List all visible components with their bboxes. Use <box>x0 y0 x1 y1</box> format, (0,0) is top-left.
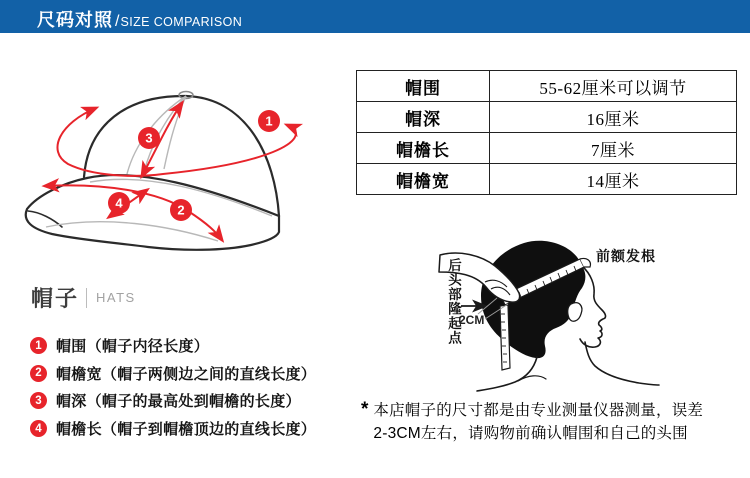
measurement-legend <box>30 332 316 442</box>
section-title-cn: 尺码对照 <box>37 10 113 30</box>
size-label: 帽围 <box>357 71 490 102</box>
size-table-row <box>357 102 737 133</box>
legend-item <box>30 387 316 415</box>
size-label: 帽深 <box>357 102 490 133</box>
size-table-row <box>357 133 737 164</box>
note-line-2: 2-3CM左右，请购物前确认帽围和自己的头围 <box>373 425 688 442</box>
size-label: 帽檐宽 <box>357 164 490 195</box>
size-value: 16厘米 <box>490 102 737 133</box>
cap-badge-2 <box>170 199 192 221</box>
legend-item <box>30 360 316 388</box>
note-asterisk: * <box>361 399 369 420</box>
section-title-separator: / <box>115 13 120 30</box>
arrow-brim-width <box>45 185 222 240</box>
legend-text: 帽围（帽子内径长度） <box>56 338 210 356</box>
legend-number-badge: 3 <box>30 392 47 409</box>
legend-text: 帽檐长（帽子到帽檐顶边的直线长度） <box>56 421 317 439</box>
cap-measure-arrows <box>45 103 296 240</box>
label-back-head-point: 后头部隆起点 <box>446 258 461 345</box>
note-text <box>373 399 703 445</box>
ear <box>568 303 582 321</box>
legend-item <box>30 332 316 360</box>
cap-badge-3-number: 3 <box>145 130 153 146</box>
size-table-row <box>357 71 737 102</box>
size-value: 55-62厘米可以调节 <box>490 71 737 102</box>
section-title-en: SIZE COMPARISON <box>120 15 243 29</box>
cap-badge-2-number: 2 <box>177 202 185 218</box>
collar <box>518 376 546 381</box>
tape-dangling <box>500 305 510 370</box>
label-forehead-hairline: 前额发根 <box>596 250 656 265</box>
cap-badge-1-number: 1 <box>265 113 273 129</box>
size-table <box>356 70 737 195</box>
cap-number-badges <box>108 110 280 221</box>
legend-number-badge: 2 <box>30 365 47 382</box>
legend-text: 帽深（帽子的最高处到帽檐的长度） <box>56 393 301 411</box>
title-divider <box>86 288 87 308</box>
legend-text: 帽檐宽（帽子两侧边之间的直线长度） <box>56 365 317 383</box>
note-line-1: 本店帽子的尺寸都是由专业测量仪器测量，误差 <box>373 402 704 419</box>
measurement-note <box>361 399 749 445</box>
section-header <box>0 0 750 33</box>
size-value: 14厘米 <box>490 164 737 195</box>
size-label: 帽檐长 <box>357 133 490 164</box>
legend-number-badge: 1 <box>30 337 47 354</box>
cap-badge-1 <box>258 110 280 132</box>
product-title <box>31 282 136 313</box>
section-header-title <box>37 6 242 32</box>
product-title-cn: 帽子 <box>31 286 80 311</box>
label-2cm: 2CM <box>459 313 485 327</box>
size-table-row <box>357 164 737 195</box>
size-value: 7厘米 <box>490 133 737 164</box>
legend-item <box>30 415 316 443</box>
cap-brim <box>26 178 279 250</box>
hair <box>481 241 585 358</box>
cap-badge-4 <box>108 192 130 214</box>
legend-number-badge: 4 <box>30 420 47 437</box>
product-title-en: HATS <box>96 290 136 305</box>
cap-badge-4-number: 4 <box>115 195 123 211</box>
cap-measurement-diagram <box>8 55 338 270</box>
neck-shoulder-front <box>585 342 659 385</box>
cap-badge-3 <box>138 127 160 149</box>
